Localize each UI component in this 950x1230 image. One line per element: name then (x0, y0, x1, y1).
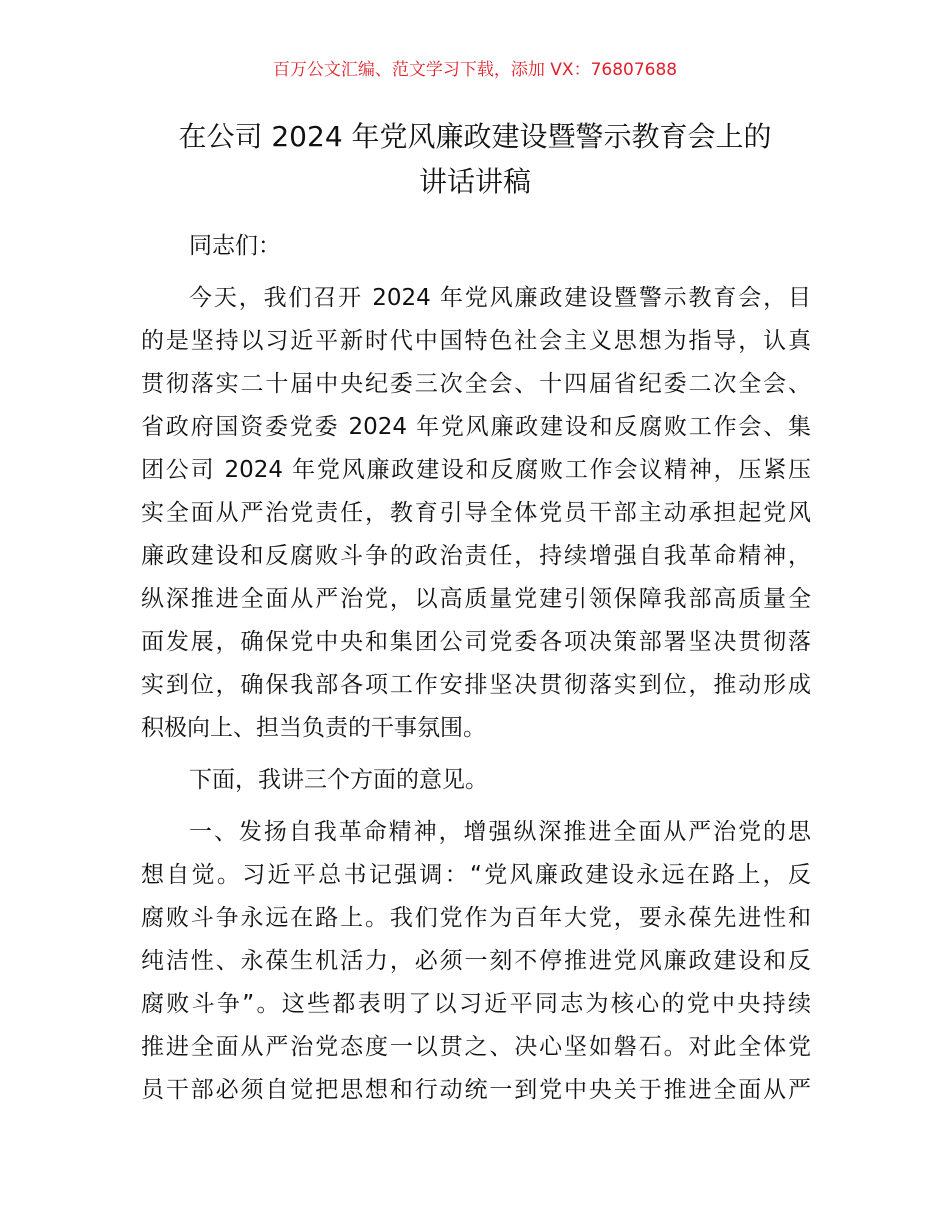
text-line: 今天，我们召开 2024 年党风廉政建设暨警示教育会，目 (189, 285, 811, 311)
text-line: 推进全面从严治党态度一以贯之、决心坚如磐石。对此全体党 (141, 1034, 811, 1060)
text-line: 员干部必须自觉把思想和行动统一到党中央关于推进全面从严 (141, 1077, 811, 1103)
text-line: 团公司 2024 年党风廉政建设和反腐败工作会议精神，压紧压 (141, 457, 811, 483)
text-line: 纯洁性、永葆生机活力，必须一刻不停推进党风廉政建设和反 (141, 948, 811, 974)
title-line: 讲话讲稿 (418, 165, 531, 198)
text-line: 积极向上、担当负责的干事氛围。 (141, 715, 486, 741)
text-line: 下面，我讲三个方面的意见。 (189, 767, 488, 793)
document-title (130, 114, 820, 204)
paragraph (141, 225, 811, 268)
paragraph (141, 277, 811, 750)
text-line: 实到位，确保我部各项工作安排坚决贯彻落实到位，推动形成 (141, 672, 811, 698)
paragraph (141, 759, 811, 802)
text-line: 腐败斗争”。这些都表明了以习近平同志为核心的党中央持续 (141, 991, 811, 1017)
watermark-header: 百万公文汇编、范文学习下载，添加 VX：76807688 (272, 60, 678, 80)
text-line: 廉政建设和反腐败斗争的政治责任，持续增强自我革命精神， (141, 543, 811, 569)
text-line: 省政府国资委党委 2024 年党风廉政建设和反腐败工作会、集 (141, 414, 811, 440)
text-line: 的是坚持以习近平新时代中国特色社会主义思想为指导，认真 (141, 328, 811, 354)
text-line: 一、发扬自我革命精神，增强纵深推进全面从严治党的思 (189, 819, 811, 845)
text-line: 贯彻落实二十届中央纪委三次全会、十四届省纪委二次全会、 (141, 371, 811, 397)
document-body (141, 216, 811, 1112)
text-line: 想自觉。习近平总书记强调：“党风廉政建设永远在路上，反 (141, 862, 811, 888)
text-line: 面发展，确保党中央和集团公司党委各项决策部署坚决贯彻落 (141, 629, 811, 655)
title-line: 在公司 2024 年党风廉政建设暨警示教育会上的 (178, 120, 772, 153)
text-line: 实全面从严治党责任，教育引导全体党员干部主动承担起党风 (141, 500, 811, 526)
paragraph (141, 811, 811, 1112)
text-line: 纵深推进全面从严治党，以高质量党建引领保障我部高质量全 (141, 586, 811, 612)
text-line: 腐败斗争永远在路上。我们党作为百年大党，要永葆先进性和 (141, 905, 811, 931)
text-line: 同志们： (189, 233, 281, 259)
